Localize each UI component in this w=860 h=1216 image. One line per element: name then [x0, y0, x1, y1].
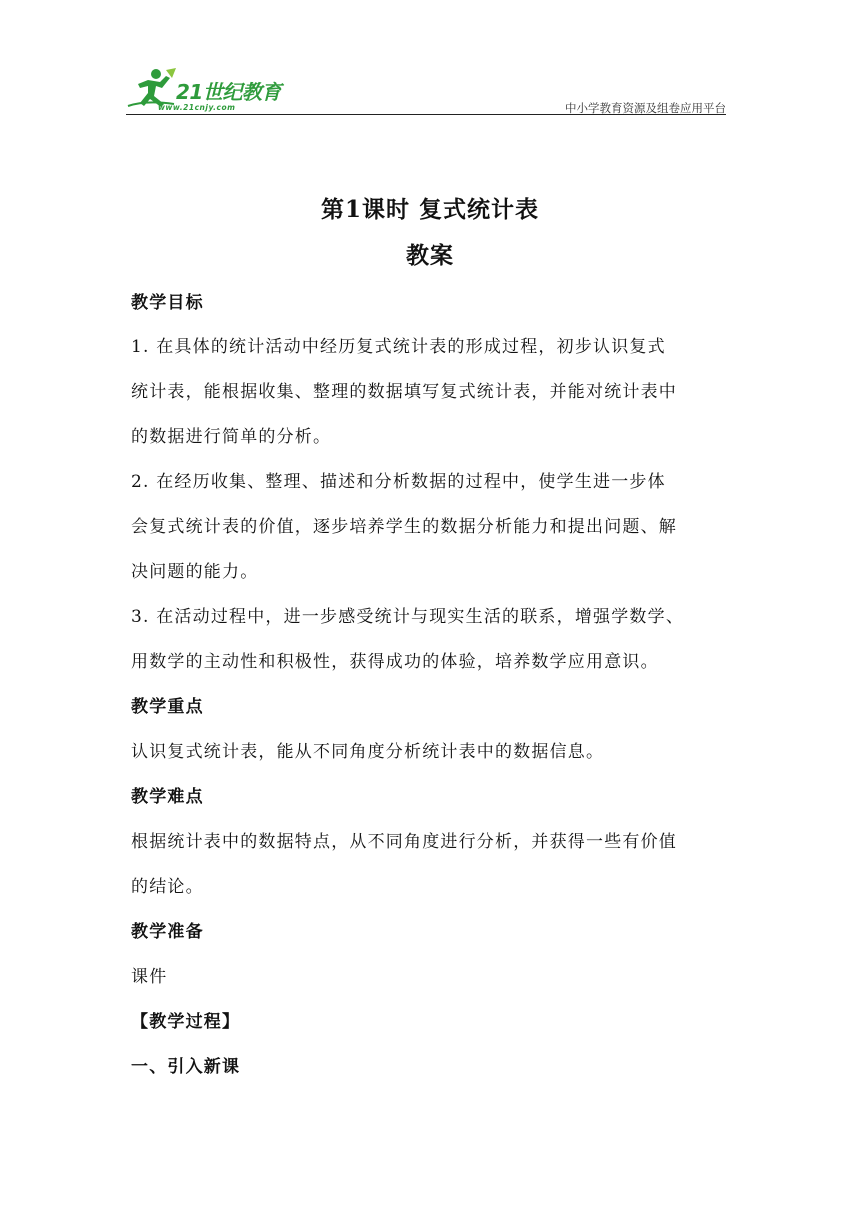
objective-2-line-3: 决问题的能力。 [131, 562, 259, 582]
logo-text: 21世纪教育 [176, 80, 281, 104]
key-points-text: 认识复式统计表，能从不同角度分析统计表中的数据信息。 [131, 742, 605, 762]
objective-3-line-2: 用数学的主动性和积极性，获得成功的体验，培养数学应用意识。 [131, 652, 659, 672]
key-points-heading: 教学重点 [131, 697, 204, 717]
difficulties-line-2: 的结论。 [131, 877, 204, 897]
header-divider [126, 114, 726, 115]
objectives-heading: 教学目标 [131, 293, 204, 313]
objective-3-line-1: 3. 在活动过程中，进一步感受统计与现实生活的联系，增强学数学、 [131, 607, 685, 627]
preparation-heading: 教学准备 [131, 922, 204, 942]
process-heading: 【教学过程】 [131, 1012, 241, 1032]
preparation-text: 课件 [131, 967, 168, 987]
section-1-heading: 一、引入新课 [131, 1057, 241, 1077]
lesson-subtitle: 教案 [406, 242, 454, 269]
logo-url: www.21cnjy.com [158, 103, 236, 112]
objective-1-line-3: 的数据进行简单的分析。 [131, 427, 332, 447]
header-tagline: 中小学教育资源及组卷应用平台 [565, 101, 726, 115]
objective-1-line-2: 统计表，能根据收集、整理的数据填写复式统计表，并能对统计表中 [131, 382, 677, 402]
objective-2-line-1: 2. 在经历收集、整理、描述和分析数据的过程中，使学生进一步体 [131, 472, 666, 492]
objective-1-line-1: 1. 在具体的统计活动中经历复式统计表的形成过程，初步认识复式 [131, 337, 666, 357]
lesson-title: 第1课时 复式统计表 [320, 196, 539, 223]
difficulties-heading: 教学难点 [131, 787, 204, 807]
site-logo[interactable] [126, 66, 296, 118]
page-header [126, 66, 726, 118]
objective-2-line-2: 会复式统计表的价值，逐步培养学生的数据分析能力和提出问题、解 [131, 517, 677, 537]
difficulties-line-1: 根据统计表中的数据特点，从不同角度进行分析，并获得一些有价值 [131, 832, 677, 852]
